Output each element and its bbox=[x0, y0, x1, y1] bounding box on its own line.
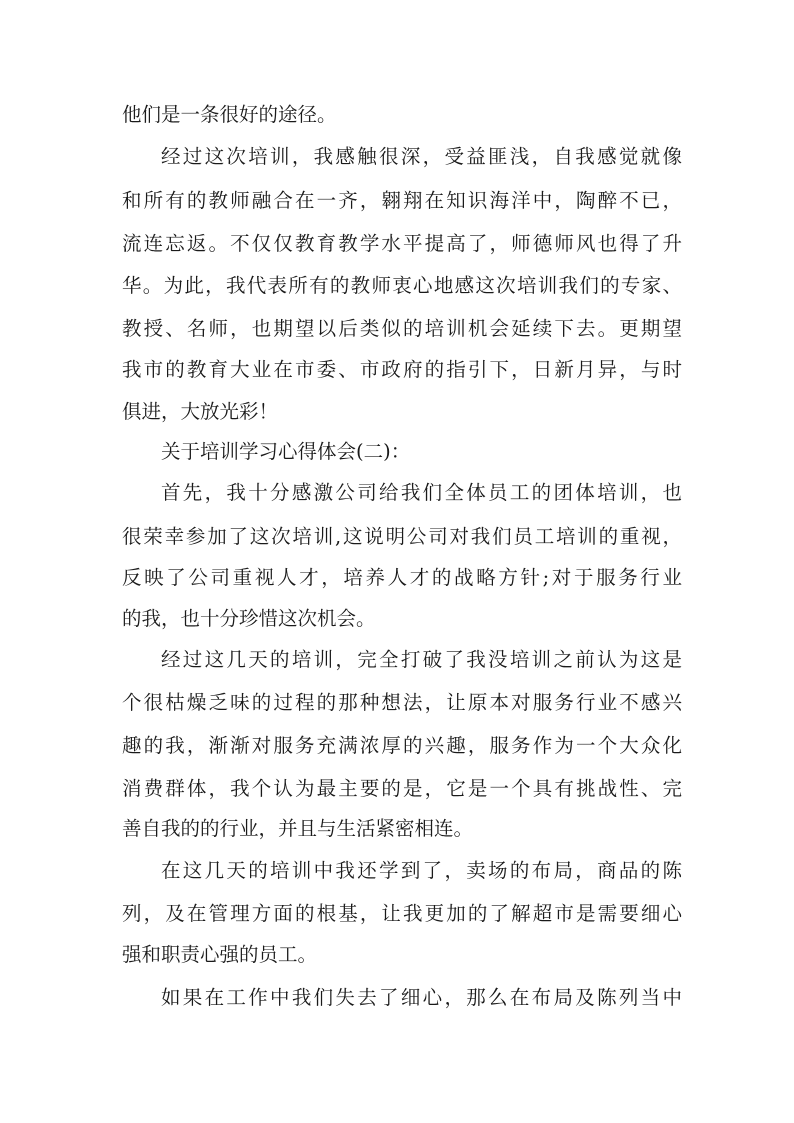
text-line: 很荣幸参加了这次培训,这说明公司对我们员工培训的重视， bbox=[122, 525, 682, 548]
text-line: 趣的我，渐渐对服务充满浓厚的兴趣，服务作为一个大众化 bbox=[122, 734, 682, 757]
text-line: 个很枯燥乏味的过程的那种想法，让原本对服务行业不感兴 bbox=[122, 691, 682, 714]
paragraph-start-line: 在这几天的培训中我还学到了，卖场的布局，商品的陈 bbox=[161, 859, 682, 882]
text-line: 反映了公司重视人才，培养人才的战略方针;对于服务行业 bbox=[122, 566, 682, 589]
paragraph-start-line: 首先，我十分感激公司给我们全体员工的团体培训，也 bbox=[161, 481, 682, 504]
text-line: 俱进，大放光彩！ bbox=[122, 400, 279, 423]
text-line: 强和职责心强的员工。 bbox=[122, 943, 318, 966]
text-line: 教授、名师，也期望以后类似的培训机会延续下去。更期望 bbox=[122, 317, 682, 340]
text-line: 善自我的的行业，并且与生活紧密相连。 bbox=[122, 817, 474, 840]
text-line: 列，及在管理方面的根基，让我更加的了解超市是需要细心 bbox=[122, 902, 682, 925]
text-line: 我市的教育大业在市委、市政府的指引下，日新月异，与时 bbox=[122, 358, 682, 381]
section-heading: 关于培训学习心得体会(二)： bbox=[161, 440, 411, 463]
paragraph-start-line: 经过这几天的培训，完全打破了我没培训之前认为这是 bbox=[161, 648, 682, 671]
text-line: 消费群体，我个认为最主要的是，它是一个具有挑战性、完 bbox=[122, 777, 682, 800]
text-line: 和所有的教师融合在一齐，翱翔在知识海洋中，陶醉不已， bbox=[122, 189, 682, 212]
text-line: 华。为此，我代表所有的教师衷心地感这次培训我们的专家、 bbox=[122, 274, 682, 297]
text-line: 的我，也十分珍惜这次机会。 bbox=[122, 607, 376, 630]
text-line: 他们是一条很好的途径。 bbox=[122, 103, 337, 126]
paragraph-start-line: 如果在工作中我们失去了细心，那么在布局及陈列当中 bbox=[161, 986, 682, 1009]
text-line: 流连忘返。不仅仅教育教学水平提高了，师德师风也得了升 bbox=[122, 232, 682, 255]
paragraph-start-line: 经过这次培训，我感触很深，受益匪浅，自我感觉就像 bbox=[161, 145, 682, 168]
